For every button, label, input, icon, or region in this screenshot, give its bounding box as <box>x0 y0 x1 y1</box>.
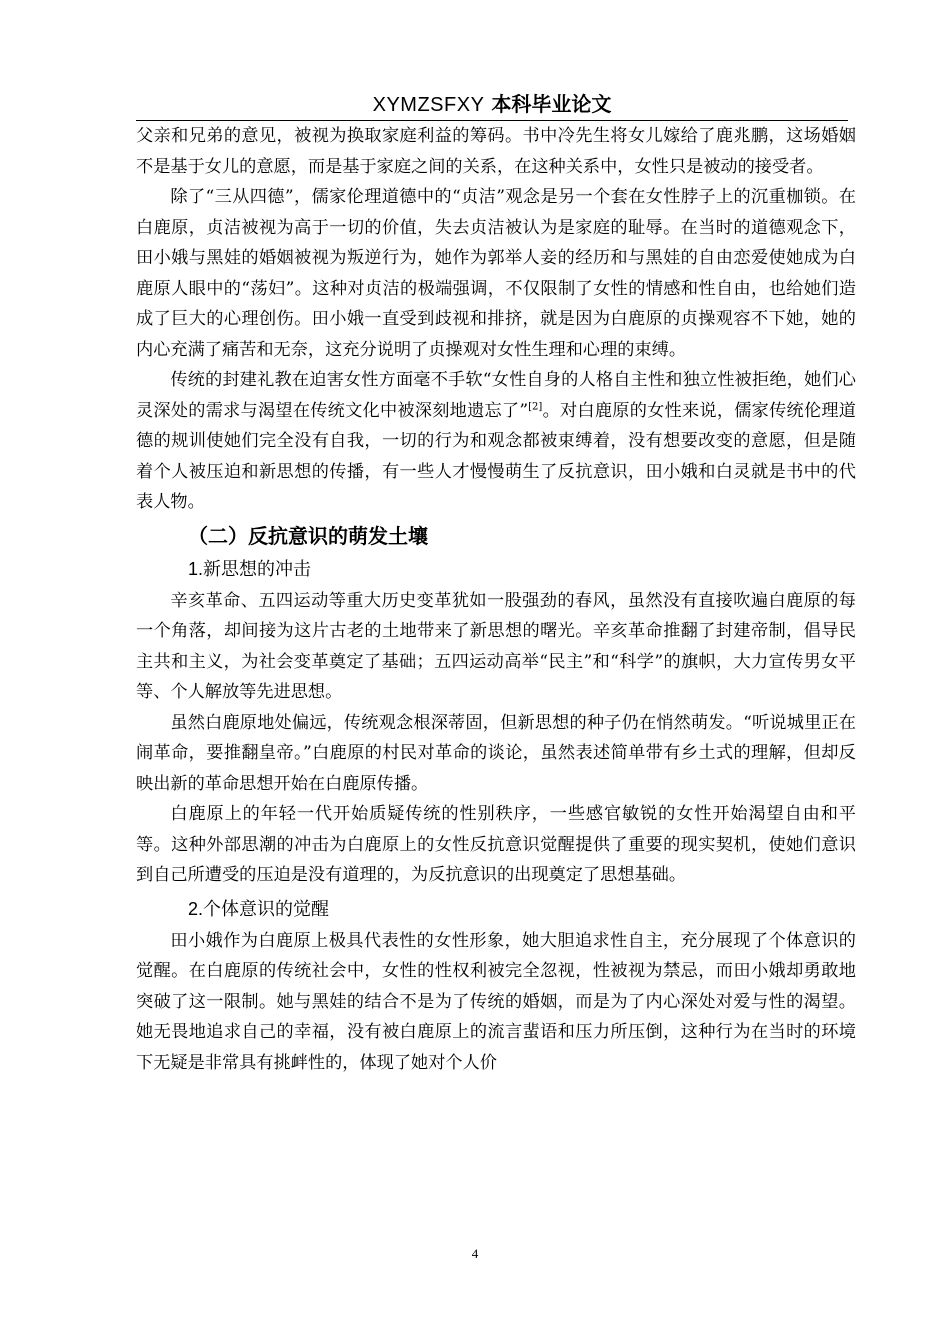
body-text <box>136 121 856 1078</box>
subsection-title: 新思想的冲击 <box>203 558 312 580</box>
paragraph-tian-xiao-e: 田小娥作为白鹿原上极具代表性的女性形象，她大胆追求性自主，充分展现了个体意识的觉醒。在白鹿原的传统社会中，女性的性权利被完全忽视，性被视为禁忌，而田小娥却勇敢地突破了这一限制。她与黑娃的结合不是为了传统的婚姻，而是为了内心深处对爱与性的渴望。她无畏地追求自己的幸福，没有被白鹿原上的流言蜚语和压力所压倒，这种行为在当时的环境下无疑是非常具有挑衅性的，体现了她对个人价 <box>136 930 856 1073</box>
subsection-number: 2. <box>188 898 204 919</box>
citation-marker: [2] <box>528 400 543 412</box>
paragraph-young-generation: 白鹿原上的年轻一代开始质疑传统的性别秩序，一些感官敏锐的女性开始渴望自由和平等。这种外部思潮的冲击为白鹿原上的女性反抗意识觉醒提供了重要的现实契机，使她们意识到自己所遭受的压迫是没有道理的，为反抗意识的出现奠定了思想基础。 <box>136 804 856 885</box>
header-school-code: XYMZSFXY <box>372 94 485 116</box>
paragraph-text: 传统的封建礼教在迫害女性方面毫不手软“女性自身的人格自主性和独立性被拒绝，她们心灵深处的需求与渴望在传统文化中被深刻地遗忘了” <box>136 370 856 421</box>
paragraph-revolution: 辛亥革命、五四运动等重大历史变革犹如一股强劲的春风，虽然没有直接吹遍白鹿原的每一个角落，却间接为这片古老的土地带来了新思想的曙光。辛亥革命推翻了封建帝制，倡导民主共和主义，为社会变革奠定了基础；五四运动高举“民主”和“科学”的旗帜，大力宣传男女平等、个人解放等先进思想。 <box>136 590 856 702</box>
header-title: 本科毕业论文 <box>484 92 612 116</box>
subsection-heading-new-thought <box>136 553 856 586</box>
page-header <box>136 88 848 121</box>
subsection-title: 个体意识的觉醒 <box>203 898 330 920</box>
paragraph-continued: 父亲和兄弟的意见，被视为换取家庭利益的筹码。书中冷先生将女儿嫁给了鹿兆鹏，这场婚姻不是基于女儿的意愿，而是基于家庭之间的关系，在这种关系中，女性只是被动的接受者。 <box>136 126 856 177</box>
paragraph-chastity: 除了“三从四德”，儒家伦理道德中的“贞洁”观念是另一个套在女性脖子上的沉重枷锁。在白鹿原，贞洁被视为高于一切的价值，失去贞洁被认为是家庭的耻辱。在当时的道德观念下，田小娥与黑娃的婚姻被视为叛逆行为，她作为郭举人妾的经历和与黑娃的自由恋爱使她成为白鹿原人眼中的“荡妇”。这种对贞洁的极端强调，不仅限制了女性的情感和性自由，也给她们造成了巨大的心理创伤。田小娥一直受到歧视和排挤，就是因为白鹿原的贞操观容不下她，她的内心充满了痛苦和无奈，这充分说明了贞操观对女性生理和心理的束缚。 <box>136 187 856 360</box>
paragraph-new-seeds: 虽然白鹿原地处偏远，传统观念根深蒂固，但新思想的种子仍在悄然萌发。“听说城里正在闹革命，要推翻皇帝。”白鹿原的村民对革命的谈论，虽然表述简单带有乡土式的理解，但却反映出新的革命思想开始在白鹿原传播。 <box>136 712 856 794</box>
subsection-number: 1. <box>188 558 204 579</box>
section-heading: （二）反抗意识的萌发土壤 <box>188 523 428 548</box>
paragraph-feudal-ethics <box>136 365 856 518</box>
subsection-heading-awakening <box>136 893 856 926</box>
page-number: 4 <box>471 1246 479 1261</box>
paragraph-text: 。对白鹿原的女性来说，儒家传统伦理道德的规训使她们完全没有自我，一切的行为和观念都被束缚着，没有想要改变的意愿，但是随着个人被压迫和新思想的传播，有一些人才慢慢萌生了反抗意识，田小娥和白灵就是书中的代表人物。 <box>136 400 856 512</box>
